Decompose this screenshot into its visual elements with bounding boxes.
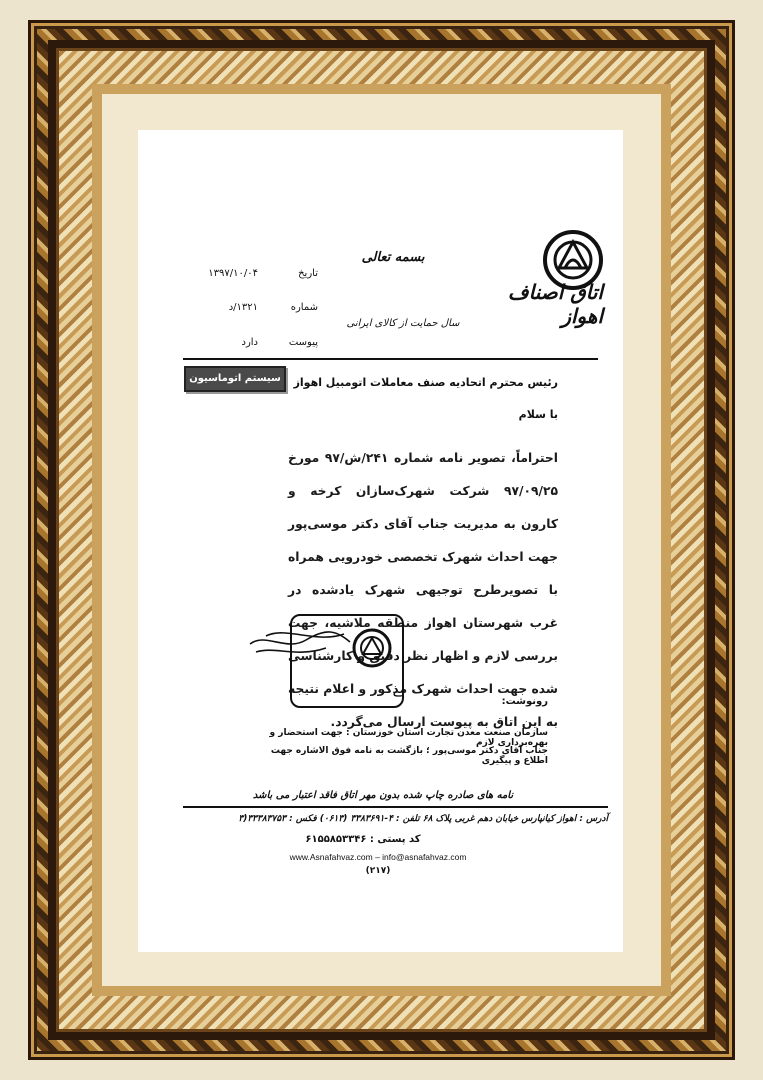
footer-web: www.Asnafahvaz.com – info@asnafahvaz.com <box>289 852 467 862</box>
svg-text:اتاق اصناف <box>392 682 402 700</box>
letter-page <box>138 130 623 952</box>
copy-item-1: سازمان صنعت معدن تجارت استان خوزستان : جهت استحضار و بهره‌برداری لازم <box>269 728 548 748</box>
validity-notice: نامه های صادره چاپ شده بدون مهر اتاق فاقد اعتبار می باشد <box>252 790 514 801</box>
year-motto: سال حمایت از کالای ایرانی <box>346 318 460 329</box>
footer-divider <box>183 806 608 808</box>
number-label: شماره <box>290 302 318 313</box>
number-value: ۱۳۲۱/د <box>228 302 258 313</box>
signature <box>246 622 356 672</box>
letter-body: احتراماً، تصویر نامه شماره ۲۴۱/ش/۹۷ مورخ ۹۷/۰۹/۲۵ شرکت شهرک‌سازان کرخه و کارون به مدیریت جناب آقای دکتر موسی‌پور جهت احداث شهرک تخصصی خودرویی همراه با تصویرطرح توجیهی شهرک یادشده در غرب شهرستان اهواز منطقه ملاشیه، جهت بررسی لازم و اظهار نظر دقیق و کارشناسی شده جهت احداث شهرک مذکور و اعلام نتیجه به این اتاق به پیوست ارسال می‌گردد. <box>288 451 559 729</box>
org-logo <box>473 222 613 342</box>
copy-item-2: جناب آقای دکتر موسی‌پور ؛ بازگشت به نامه فوق الاشاره جهت اطلاع و پیگیری <box>270 746 548 766</box>
footer-address: آدرس : اهواز کیانپارس خیابان دهم غربی پلاک ۶۸ تلفن : ۴-۳۳۸۳۶۹۱ (۰۶۱۳) فکس : ۳۳۳۸۳۷۵۳(۳ <box>238 814 608 824</box>
attachment-label: پیوست <box>288 337 318 348</box>
attachment-value: دارد <box>241 337 258 348</box>
greeting: با سلام <box>518 408 558 421</box>
date-value: ۱۳۹۷/۱۰/۰۴ <box>208 268 258 279</box>
date-label: تاریخ <box>298 268 318 279</box>
invocation: بسمه تعالی <box>361 250 425 265</box>
recipient: رئیس محترم اتحادیه صنف معاملات اتومبیل اهواز <box>293 376 558 389</box>
org-logo-text: اتاق اصناف اهواز <box>507 280 603 328</box>
footer-postal: کد پستی : ۶۱۵۵۸۵۳۳۴۶ <box>305 834 421 845</box>
copies-label: رونوشت: <box>501 696 548 707</box>
page-mark: (۲۱۷) <box>365 866 391 876</box>
signature-scribble-icon <box>246 622 356 672</box>
automation-stamp: سیستم اتوماسیون <box>184 366 286 392</box>
header-divider <box>183 358 598 360</box>
